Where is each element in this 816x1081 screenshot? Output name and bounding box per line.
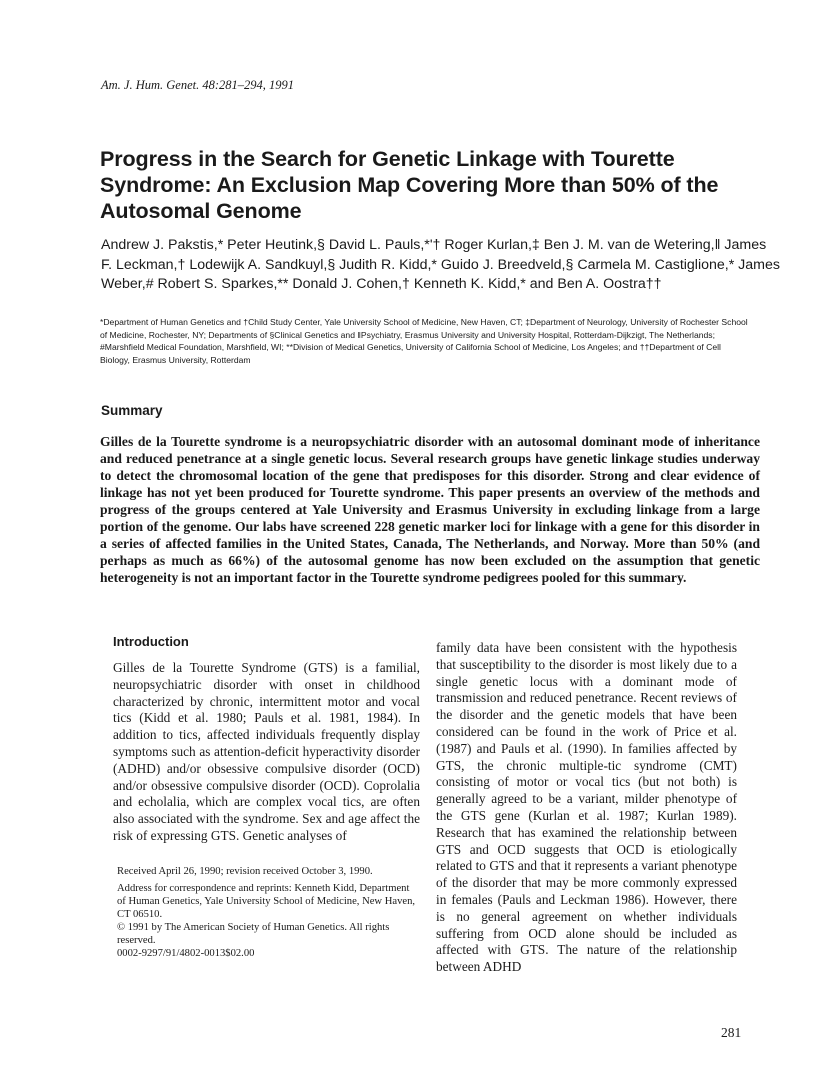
footnote-address: Address for correspondence and reprints: Kenneth Kidd, Department of Human Genetics, Yale University School of Medicine, New Haven, CT 06510.	[117, 883, 416, 920]
summary-heading: Summary	[101, 403, 163, 418]
page-number: 281	[721, 1025, 742, 1040]
footnote-copyright: © 1991 by The American Society of Human Genetics. All rights reserved.	[117, 922, 390, 946]
paper-title: Progress in the Search for Genetic Linkage with Tourette Syndrome: An Exclusion Map Covering More than 50% of the Autosomal Genome	[100, 147, 719, 223]
introduction-heading: Introduction	[113, 634, 189, 649]
author-list: Andrew J. Pakstis,* Peter Heutink,§ David L. Pauls,*'† Roger Kurlan,‡ Ben J. M. van de Wetering,‖ James F. Leckman,† Lodewijk A. Sandkuyl,§ Judith R. Kidd,* Guido J. Breedveld,§ Carmela M. Castiglione,* James Weber,# Robert S. Sparkes,** Donald J. Cohen,† Kenneth K. Kidd,* and Ben A. Oostra††	[101, 237, 780, 292]
footnote-block	[117, 865, 420, 960]
footnote-issn: 0002-9297/91/4802-0013$02.00	[117, 948, 255, 959]
footnote-received: Received April 26, 1990; revision received October 3, 1990.	[117, 866, 373, 877]
intro-text-right-column: family data have been consistent with the hypothesis that susceptibility to the disorder is most likely due to a single genetic locus with a dominant mode of transmission and reduced penetrance. Recent reviews of the disorder and the genetic models that have been considered can be found in the work of Price et al. (1987) and Pauls et al. (1990). In families affected by GTS, the chronic multiple-tic syndrome (CMT) consisting of motor or vocal tics (but not both) is generally agreed to be a variant, milder phenotype of the GTS gene (Kurlan et al. 1987; Kurlan 1989). Research that has examined the relationship between GTS and OCD suggests that OCD is etiologically related to GTS and that it represents a variant phenotype of the disorder that may be more commonly expressed in females (Pauls and Leckman 1986). However, there is no general agreement on whether individuals suffering from OCD alone should be included as affected with GTS. The nature of the relationship between ADHD	[436, 640, 737, 975]
intro-text-left-column: Gilles de la Tourette Syndrome (GTS) is a familial, neuropsychiatric disorder with onset in childhood characterized by chronic, intermittent motor and vocal tics (Kidd et al. 1980; Pauls et al. 1981, 1984). In addition to tics, affected individuals frequently display symptoms such as attention-deficit hyperactivity disorder (ADHD) and/or obsessive compulsive disorder (OCD) and/or obsessive compulsive disorder (OCD). Coprolalia and echolalia, which are complex vocal tics, are often also associated with the syndrome. Sex and age affect the risk of expressing GTS. Genetic analyses of	[113, 660, 420, 843]
affiliations: *Department of Human Genetics and †Child Study Center, Yale University School of Medicine, New Haven, CT; ‡Department of Neurology, University of Rochester School of Medicine, Rochester, NY; Departments of §Clinical Genetics and ‖Psychiatry, Erasmus University and University Hospital, Rotterdam-Dijkzigt, The Netherlands; #Marshfield Medical Foundation, Marshfield, WI; **Division of Medical Genetics, University of California School of Medicine, Los Angeles; and ††Department of Cell Biology, Erasmus University, Rotterdam	[100, 317, 748, 365]
journal-citation: Am. J. Hum. Genet. 48:281–294, 1991	[101, 78, 295, 92]
summary-text: Gilles de la Tourette syndrome is a neuropsychiatric disorder with an autosomal dominant mode of inheritance and reduced penetrance at a single genetic locus. Several research groups have genetic linkage studies underway to detect the chromosomal location of the gene that predisposes for this disorder. Strong and clear evidence of linkage has not yet been produced for Tourette syndrome. This paper presents an overview of the methods and progress of the groups centered at Yale University and Erasmus University in excluding linkage from a large portion of the genome. Our labs have screened 228 genetic marker loci for linkage with a gene for this disorder in a series of affected families in the United States, Canada, The Netherlands, and Norway. More than 50% (and perhaps as much as 66%) of the autosomal genome has now been excluded on the assumption that genetic heterogeneity is not an important factor in the Tourette syndrome pedigrees pooled for this summary.	[100, 434, 760, 585]
